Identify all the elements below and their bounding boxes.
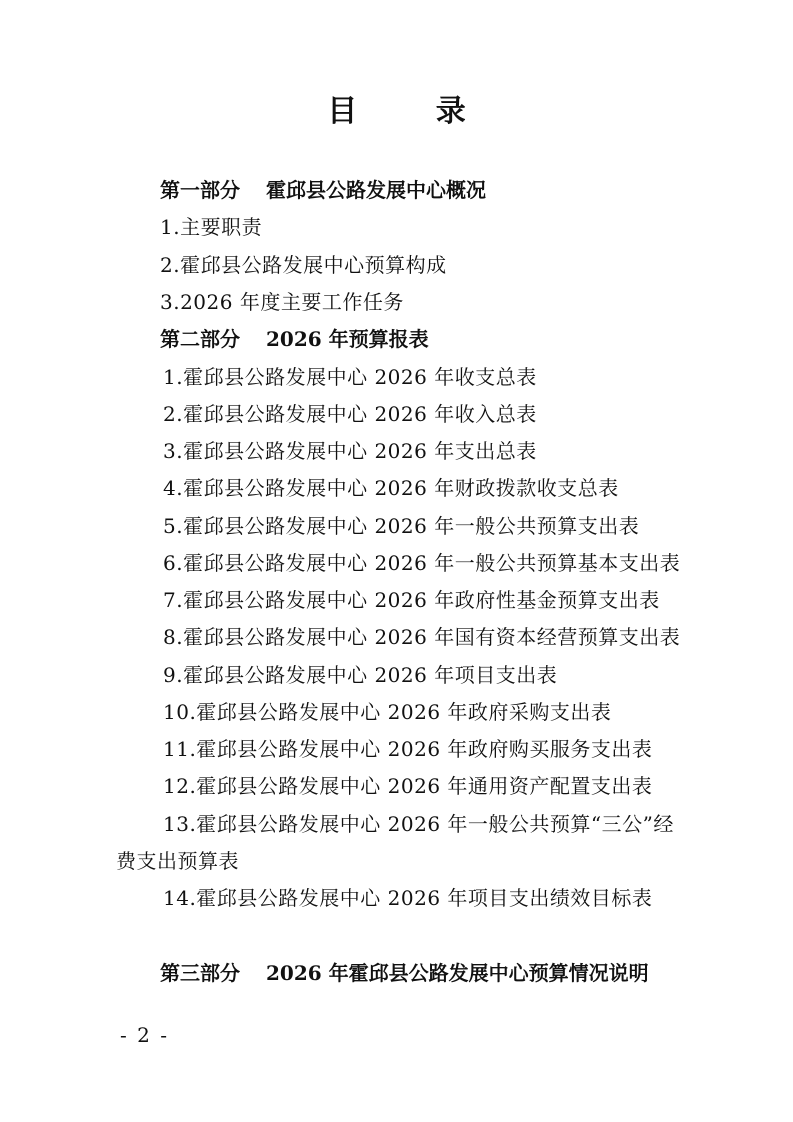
toc-item: 2.霍邱县公路发展中心预算构成 <box>160 253 447 277</box>
page-number: - 2 - <box>120 1023 169 1047</box>
page-title: 目 录 <box>327 94 500 129</box>
toc-item: 1.主要职责 <box>160 215 263 239</box>
section-label: 第二部分 <box>160 327 240 351</box>
toc-item: 4.霍邱县公路发展中心 2026 年财政拨款收支总表 <box>163 476 619 500</box>
section-heading-part2 <box>160 326 429 352</box>
toc-item: 12.霍邱县公路发展中心 2026 年通用资产配置支出表 <box>163 774 653 798</box>
toc-item: 3.霍邱县公路发展中心 2026 年支出总表 <box>163 439 537 463</box>
toc-item: 7.霍邱县公路发展中心 2026 年政府性基金预算支出表 <box>163 588 660 612</box>
toc-item-continuation: 费支出预算表 <box>116 849 239 873</box>
toc-item: 5.霍邱县公路发展中心 2026 年一般公共预算支出表 <box>163 514 640 538</box>
section-label: 第一部分 <box>160 178 240 202</box>
toc-item: 13.霍邱县公路发展中心 2026 年一般公共预算“三公”经 <box>163 812 674 836</box>
toc-item: 1.霍邱县公路发展中心 2026 年收支总表 <box>163 365 537 389</box>
section-heading-part1 <box>160 177 486 203</box>
toc-item: 3.2026 年度主要工作任务 <box>160 290 404 314</box>
toc-item: 9.霍邱县公路发展中心 2026 年项目支出表 <box>163 663 558 687</box>
toc-item: 11.霍邱县公路发展中心 2026 年政府购买服务支出表 <box>163 737 653 761</box>
section-title: 霍邱县公路发展中心概况 <box>266 178 486 202</box>
section-title: 2026 年预算报表 <box>266 327 429 351</box>
toc-item: 14.霍邱县公路发展中心 2026 年项目支出绩效目标表 <box>163 886 653 910</box>
toc-item: 6.霍邱县公路发展中心 2026 年一般公共预算基本支出表 <box>163 551 681 575</box>
toc-item: 10.霍邱县公路发展中心 2026 年政府采购支出表 <box>163 700 612 724</box>
section-heading-part3 <box>160 960 649 986</box>
section-title: 2026 年霍邱县公路发展中心预算情况说明 <box>266 961 649 985</box>
toc-item: 8.霍邱县公路发展中心 2026 年国有资本经营预算支出表 <box>163 625 681 649</box>
toc-item: 2.霍邱县公路发展中心 2026 年收入总表 <box>163 402 537 426</box>
section-label: 第三部分 <box>160 961 240 985</box>
